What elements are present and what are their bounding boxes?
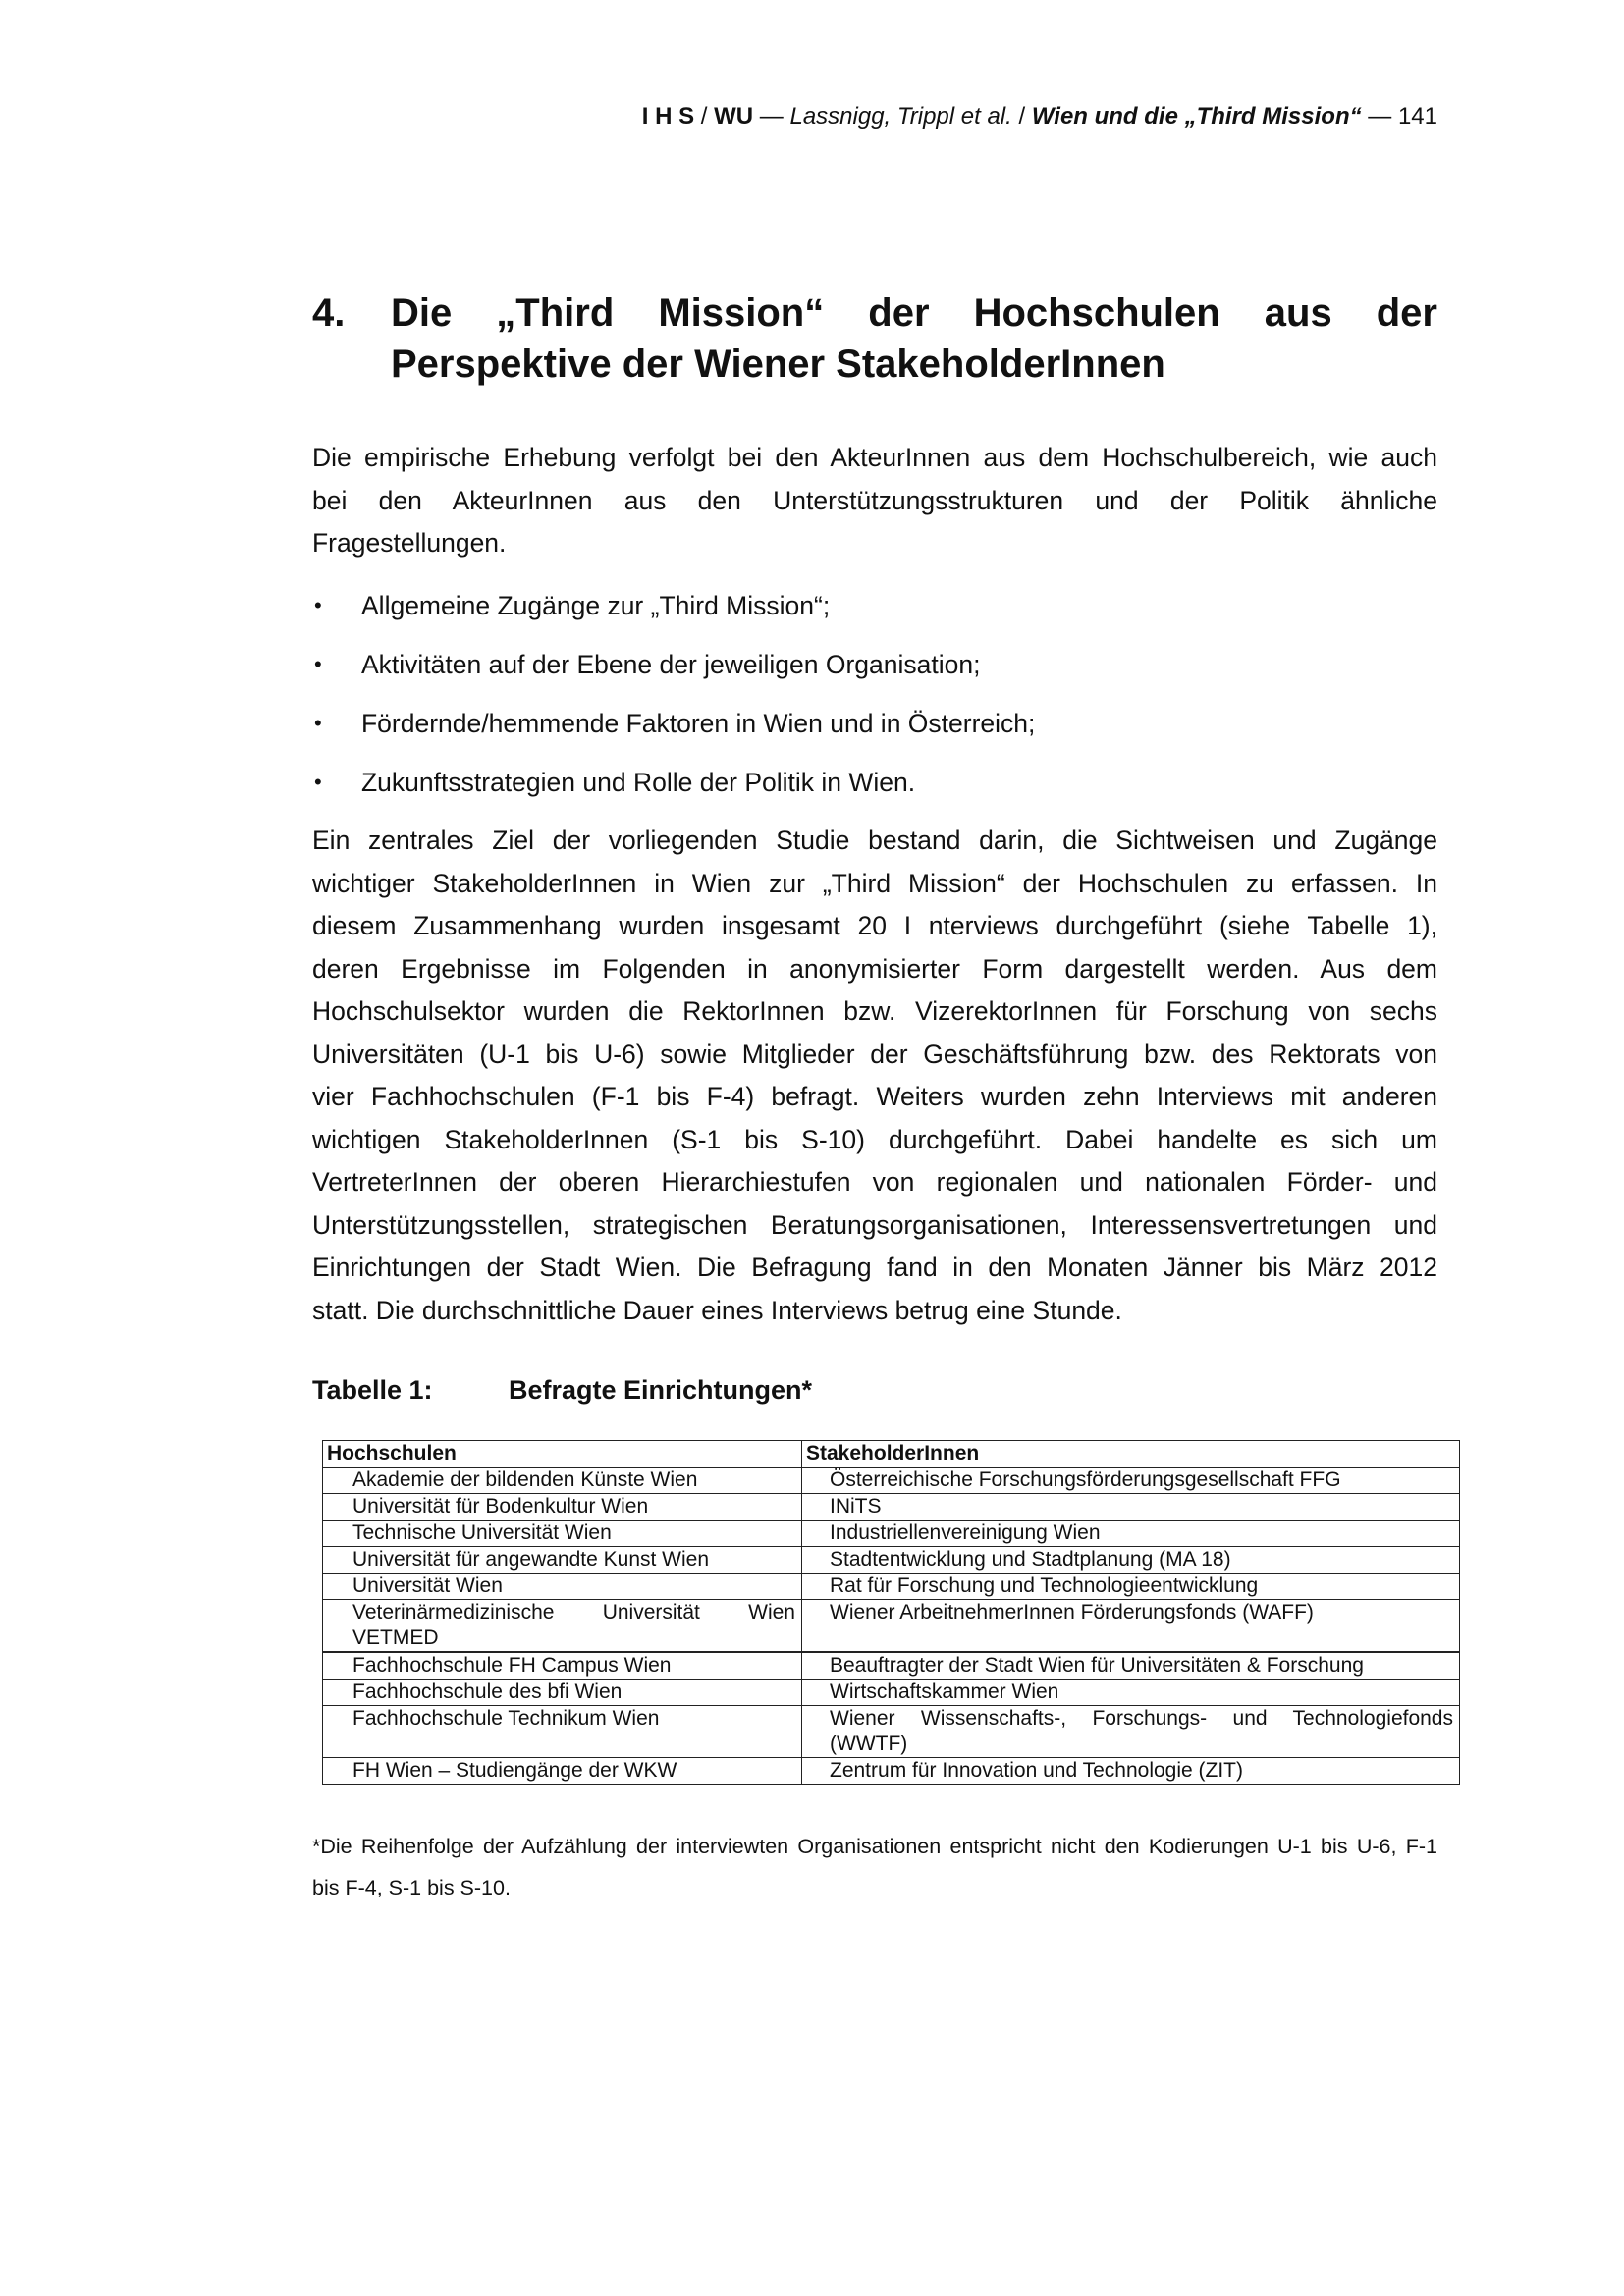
body-line: diesem Zusammenhang wurden insgesamt 20 I nterviews durchgeführt (siehe Tabelle 1), [312, 911, 1437, 940]
body-line: statt. Die durchschnittliche Dauer eines Interviews betrug eine Stunde. [312, 1295, 1122, 1325]
table-row [323, 1494, 1460, 1521]
table-cell: Fachhochschule Technikum Wien [323, 1706, 802, 1758]
table-cell: Beauftragter der Stadt Wien für Universitäten & Forschung [802, 1652, 1460, 1680]
table-row [323, 1600, 1460, 1653]
chapter-number: 4. [312, 292, 346, 335]
intro-line: Die empirische Erhebung verfolgt bei den AkteurInnen aus dem Hochschulbereich, wie auch [312, 443, 1437, 472]
table-footnote [312, 1826, 1437, 1908]
bullet-icon: • [314, 652, 322, 676]
table-cell: Veterinärmedizinische Universität Wien VETMED [323, 1600, 802, 1653]
footnote-line: bis F-4, S-1 bis S-10. [312, 1876, 511, 1899]
table-cell: Technische Universität Wien [323, 1521, 802, 1547]
table-cell: Industriellenvereinigung Wien [802, 1521, 1460, 1547]
table-row [323, 1468, 1460, 1494]
column-header-hochschulen: Hochschulen [323, 1441, 802, 1468]
table-cell: Stadtentwicklung und Stadtplanung (MA 18) [802, 1547, 1460, 1574]
body-line: deren Ergebnisse im Folgenden in anonymisierter Form dargestellt werden. Aus dem [312, 953, 1437, 984]
question-list [312, 584, 1437, 820]
table-row [323, 1758, 1460, 1785]
table-caption-label: Tabelle 1: [312, 1375, 433, 1405]
institutions-table [322, 1440, 1460, 1785]
header-org: I H S [641, 103, 695, 130]
body-line: wichtiger StakeholderInnen in Wien zur „Third Mission“ der Hochschulen zu erfassen. In [312, 868, 1437, 898]
header-authors: Lassnigg, Trippl et al. [789, 103, 1012, 130]
header-title: Wien und die „Third Mission“ [1031, 103, 1362, 130]
intro-line: Fragestellungen. [312, 528, 507, 558]
column-header-stakeholder: StakeholderInnen [802, 1441, 1460, 1468]
bullet-icon: • [314, 770, 322, 794]
body-line: Universitäten (U-1 bis U-6) sowie Mitglieder der Geschäftsführung bzw. des Rektorats von [312, 1039, 1437, 1069]
intro-line: bei den AkteurInnen aus den Unterstützungsstrukturen und der Politik ähnliche [312, 485, 1437, 515]
header-wu: WU [714, 103, 754, 130]
table-cell: Akademie der bildenden Künste Wien [323, 1468, 802, 1494]
page-number: 141 [1397, 103, 1437, 130]
table-cell: Universität für angewandte Kunst Wien [323, 1547, 802, 1574]
table-row [323, 1680, 1460, 1706]
table-cell: INiTS [802, 1494, 1460, 1521]
table-cell: Rat für Forschung und Technologieentwicklung [802, 1574, 1460, 1600]
bullet-icon: • [314, 711, 322, 735]
header-separator-2: / [1011, 103, 1032, 130]
list-item [312, 643, 1437, 702]
table-row [323, 1547, 1460, 1574]
body-line: Unterstützungsstellen, strategischen Beratungsorganisationen, Interessensvertretungen und [312, 1209, 1437, 1240]
list-item-text: Allgemeine Zugänge zur „Third Mission“; [361, 591, 831, 620]
chapter-title-line-2: Perspektive der Wiener StakeholderInnen [391, 343, 1165, 386]
table-cell: Universität Wien [323, 1574, 802, 1600]
list-item-text: Aktivitäten auf der Ebene der jeweiligen Organisation; [361, 650, 981, 679]
header-dash-2: — [1361, 103, 1398, 130]
list-item [312, 761, 1437, 820]
header-separator: / [694, 103, 715, 130]
table-cell: Wirtschaftskammer Wien [802, 1680, 1460, 1706]
body-line: Hochschulsektor wurden die RektorInnen bzw. VizerektorInnen für Forschung von sechs [312, 996, 1437, 1026]
table-cell: Fachhochschule des bfi Wien [323, 1680, 802, 1706]
table-cell: Wiener Wissenschafts-, Forschungs- und Technologiefonds (WWTF) [802, 1706, 1460, 1758]
chapter-title-line-1: Die „Third Mission“ der Hochschulen aus der [391, 292, 1437, 335]
body-line: vier Fachhochschulen (F-1 bis F-4) befragt. Weiters wurden zehn Interviews mit anderen [312, 1082, 1437, 1111]
body-line: Ein zentrales Ziel der vorliegenden Studie bestand darin, die Sichtweisen und Zugänge [312, 826, 1437, 855]
table-cell: Universität für Bodenkultur Wien [323, 1494, 802, 1521]
intro-paragraph [312, 437, 1437, 565]
table-header-row [323, 1441, 1460, 1468]
body-line: wichtigen StakeholderInnen (S-1 bis S-10) durchgeführt. Dabei handelte es sich um [312, 1124, 1437, 1154]
table-row [323, 1706, 1460, 1758]
running-header [312, 101, 1437, 133]
list-item [312, 584, 1437, 643]
table-caption-title: Befragte Einrichtungen* [509, 1375, 813, 1405]
table-cell: Österreichische Forschungsförderungsgesellschaft FFG [802, 1468, 1460, 1494]
list-item-text: Zukunftsstrategien und Rolle der Politik in Wien. [361, 768, 916, 797]
body-line: VertreterInnen der oberen Hierarchiestufen von regionalen und nationalen Förder- und [312, 1167, 1437, 1197]
table-cell: Fachhochschule FH Campus Wien [323, 1652, 802, 1680]
bullet-icon: • [314, 593, 322, 617]
list-item-text: Fördernde/hemmende Faktoren in Wien und in Österreich; [361, 709, 1036, 738]
body-line: Einrichtungen der Stadt Wien. Die Befragung fand in den Monaten Jänner bis März 2012 [312, 1253, 1437, 1282]
table-cell: Zentrum für Innovation und Technologie (ZIT) [802, 1758, 1460, 1785]
table-row [323, 1652, 1460, 1680]
table-cell: FH Wien – Studiengänge der WKW [323, 1758, 802, 1785]
table-row [323, 1521, 1460, 1547]
table-cell: Wiener ArbeitnehmerInnen Förderungsfonds (WAFF) [802, 1600, 1460, 1653]
table-row [323, 1574, 1460, 1600]
footnote-line: *Die Reihenfolge der Aufzählung der interviewten Organisationen entspricht nicht den Kodierungen U-1 bis U-6, F-1 [312, 1835, 1437, 1858]
header-dash: — [753, 103, 790, 130]
body-paragraph [312, 820, 1437, 1332]
list-item [312, 702, 1437, 761]
